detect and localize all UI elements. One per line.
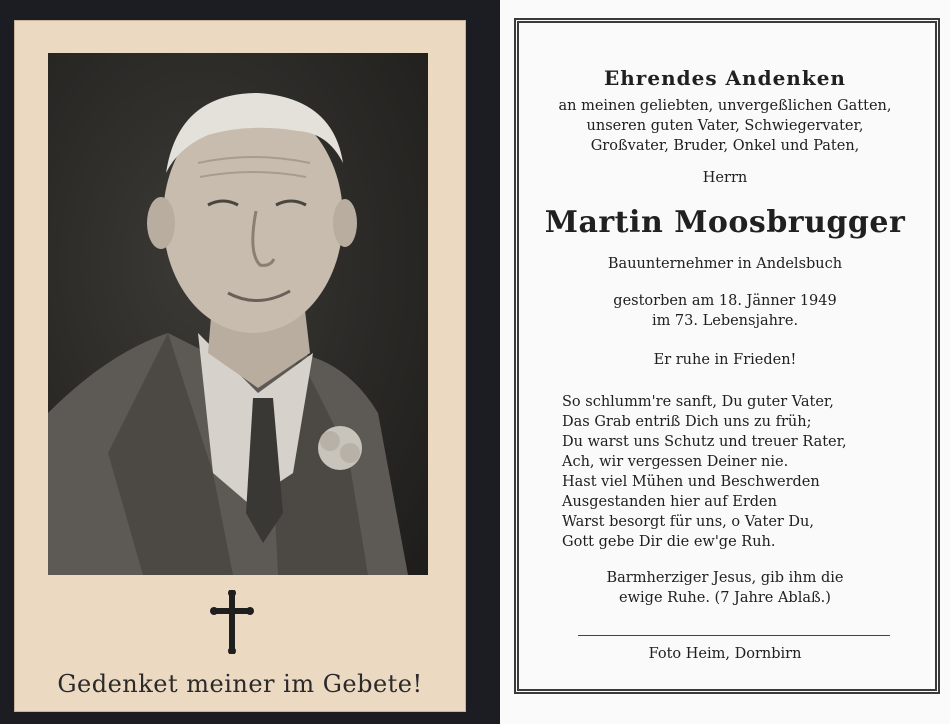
- poem-line: Hast viel Mühen und Beschwerden: [562, 474, 820, 490]
- cross-icon: [210, 590, 254, 654]
- poem-line: Gott gebe Dir die ew'ge Ruh.: [562, 534, 776, 550]
- salutation: Herrn: [702, 170, 748, 186]
- death-line: gestorben am 18. Jänner 1949: [613, 293, 837, 309]
- prayer-line: Barmherziger Jesus, gib ihm die: [606, 570, 844, 586]
- poem-line: Das Grab entriß Dich uns zu früh;: [562, 414, 812, 430]
- memorial-card-text: [500, 0, 950, 724]
- deceased-name: Martin Moosbrugger: [544, 205, 906, 240]
- death-info: [500, 291, 950, 331]
- poem-line: So schlumm're sanft, Du guter Vater,: [562, 394, 834, 410]
- prayer-line: ewige Ruhe. (7 Jahre Ablaß.): [619, 590, 831, 606]
- intro-text: [500, 96, 950, 156]
- divider: [578, 635, 890, 636]
- prayer-caption: Gedenket meiner im Gebete!: [57, 670, 423, 698]
- photographer-credit: Foto Heim, Dornbirn: [648, 646, 802, 662]
- memorial-card-front: [14, 20, 466, 712]
- poem-line: Ausgestanden hier auf Erden: [562, 494, 777, 510]
- poem-line: Warst besorgt für uns, o Vater Du,: [562, 514, 815, 530]
- card-title: Ehrendes Andenken: [604, 66, 846, 90]
- poem-line: Du warst uns Schutz und treuer Rater,: [562, 434, 847, 450]
- intro-line: unseren guten Vater, Schwiegervater,: [586, 118, 864, 134]
- portrait-photo: [48, 53, 428, 575]
- poem-line: Ach, wir vergessen Deiner nie.: [562, 454, 789, 470]
- poem: [562, 392, 922, 552]
- rest-in-peace: Er ruhe in Frieden!: [653, 352, 797, 368]
- occupation: Bauunternehmer in Andelsbuch: [607, 256, 843, 272]
- intro-line: Großvater, Bruder, Onkel und Paten,: [590, 138, 860, 154]
- death-line: im 73. Lebensjahre.: [651, 313, 799, 329]
- portrait-illustration: [48, 53, 428, 575]
- prayer: [500, 568, 950, 608]
- intro-line: an meinen geliebten, unvergeßlichen Gatten,: [558, 98, 892, 114]
